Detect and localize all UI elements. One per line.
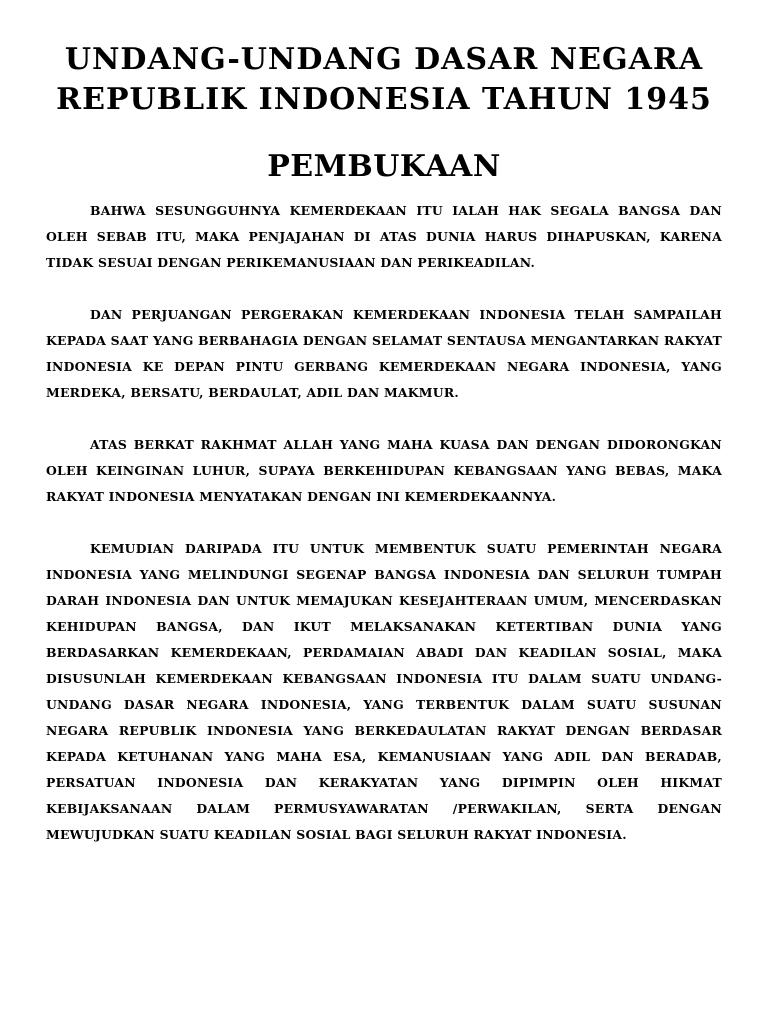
- title-line-2: REPUBLIK INDONESIA TAHUN 1945: [56, 82, 712, 117]
- paragraph-3: ATAS BERKAT RAKHMAT ALLAH YANG MAHA KUASA DAN DENGAN DIDORONGKAN OLEH KEINGINAN LUHUR, SUPAYA BERKEHIDUPAN KEBANGSAAN YANG BEBAS, MAKA RAKYAT INDONESIA MENYATAKAN DENGAN INI KEMERDEKAANNYA.: [46, 437, 722, 504]
- document-title: [0, 40, 768, 120]
- title-line-1: UNDANG-UNDANG DASAR NEGARA: [64, 42, 704, 77]
- paragraph-2: DAN PERJUANGAN PERGERAKAN KEMERDEKAAN INDONESIA TELAH SAMPAILAH KEPADA SAAT YANG BERBAHAGIA DENGAN SELAMAT SENTAUSA MENGANTARKAN RAKYAT INDONESIA KE DEPAN PINTU GERBANG KEMERDEKAAN NEGARA INDONESIA, YANG MERDEKA, BERSATU, BERDAULAT, ADIL DAN MAKMUR.: [46, 307, 722, 400]
- preamble-body: [46, 198, 722, 874]
- section-heading: PEMBUKAAN: [267, 149, 501, 184]
- paragraph-4: KEMUDIAN DARIPADA ITU UNTUK MEMBENTUK SUATU PEMERINTAH NEGARA INDONESIA YANG MELINDUNGI SEGENAP BANGSA INDONESIA DAN SELURUH TUMPAH DARAH INDONESIA DAN UNTUK MEMAJUKAN KESEJAHTERAAN UMUM, MENCERDASKAN KEHIDUPAN BANGSA, DAN IKUT MELAKSANAKAN KETERTIBAN DUNIA YANG BERDASARKAN KEMERDEKAAN, PERDAMAIAN ABADI DAN KEADILAN SOSIAL, MAKA DISUSUNLAH KEMERDEKAAN KEBANGSAAN INDONESIA ITU DALAM SUATU UNDANG-UNDANG DASAR NEGARA INDONESIA, YANG TERBENTUK DALAM SUATU SUSUNAN NEGARA REPUBLIK INDONESIA YANG BERKEDAULATAN RAKYAT DENGAN BERDASAR KEPADA KETUHANAN YANG MAHA ESA, KEMANUSIAAN YANG ADIL DAN BERADAB, PERSATUAN INDONESIA DAN KERAKYATAN YANG DIPIMPIN OLEH HIKMAT KEBIJAKSANAAN DALAM PERMUSYAWARATAN /PERWAKILAN, SERTA DENGAN MEWUJUDKAN SUATU KEADILAN SOSIAL BAGI SELURUH RAKYAT INDONESIA.: [46, 541, 722, 842]
- paragraph-1: BAHWA SESUNGGUHNYA KEMERDEKAAN ITU IALAH HAK SEGALA BANGSA DAN OLEH SEBAB ITU, MAKA PENJAJAHAN DI ATAS DUNIA HARUS DIHAPUSKAN, KARENA TIDAK SESUAI DENGAN PERIKEMANUSIAAN DAN PERIKEADILAN.: [46, 203, 722, 270]
